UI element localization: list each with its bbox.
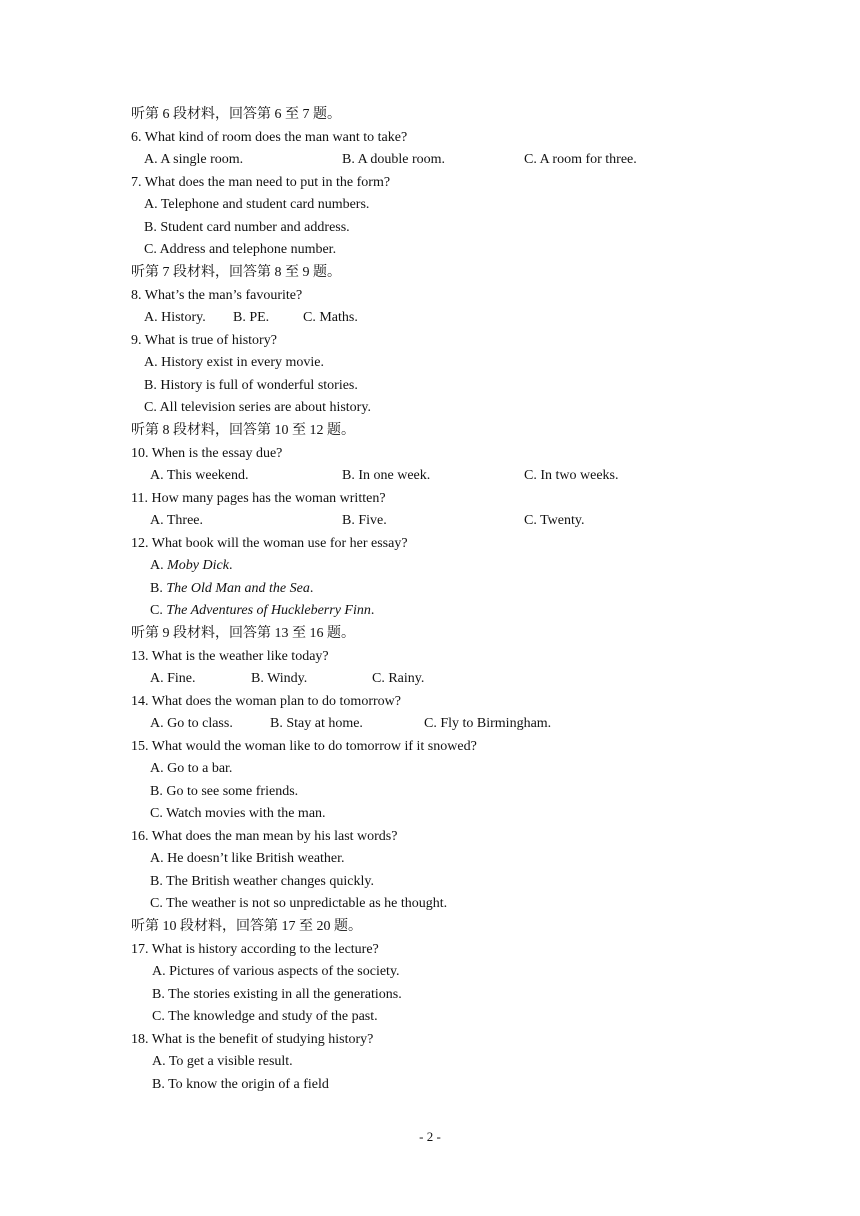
book-title: The Old Man and the Sea	[166, 581, 310, 596]
option-prefix: C.	[150, 603, 167, 618]
option-a: A. History exist in every movie.	[144, 355, 325, 370]
question-stem: 7. What does the man need to put in the form?	[131, 175, 391, 190]
option-c: C. Fly to Birmingham.	[424, 716, 552, 731]
option-b: B. In one week.	[342, 468, 431, 483]
option-a: A. Pictures of various aspects of the society.	[152, 964, 400, 979]
question-stem: 13. What is the weather like today?	[131, 649, 329, 664]
option-c: C. Maths.	[303, 310, 358, 325]
question-stem: 15. What would the woman like to do tomorrow if it snowed?	[131, 739, 477, 754]
option-c: C. The knowledge and study of the past.	[152, 1009, 378, 1024]
question-stem: 12. What book will the woman use for her essay?	[131, 536, 408, 551]
option-prefix: A.	[150, 558, 168, 573]
option-suffix: .	[228, 558, 233, 573]
option-suffix: .	[309, 581, 314, 596]
option-a: A. Three.	[150, 513, 203, 528]
question-stem: 11. How many pages has the woman written?	[131, 491, 386, 506]
option-c: C. Twenty.	[524, 513, 585, 528]
option-b	[150, 578, 313, 600]
option-a: A. Telephone and student card numbers.	[144, 197, 370, 212]
option-a: A. Go to a bar.	[150, 761, 233, 776]
question-stem: 8. What’s the man’s favourite?	[131, 288, 303, 303]
option-a: A. Fine.	[150, 671, 196, 686]
option-c: C. Address and telephone number.	[144, 242, 337, 257]
option-c: C. The weather is not so unpredictable as he thought.	[150, 896, 448, 911]
page-number: - 2 -	[419, 1129, 441, 1144]
section-heading: 听第 6 段材料，回答第 6 至 7 题。	[131, 107, 341, 122]
option-c: C. Rainy.	[372, 671, 425, 686]
section-heading: 听第 10 段材料，回答第 17 至 20 题。	[131, 919, 362, 934]
book-title: The Adventures of Huckleberry Finn	[166, 603, 371, 618]
option-a: A. He doesn’t like British weather.	[150, 851, 345, 866]
option-suffix: .	[370, 603, 375, 618]
section-heading: 听第 8 段材料，回答第 10 至 12 题。	[131, 423, 355, 438]
option-b: B. Go to see some friends.	[150, 784, 299, 799]
question-stem: 16. What does the man mean by his last words?	[131, 829, 398, 844]
option-b: B. To know the origin of a field	[152, 1077, 329, 1092]
option-b: B. Windy.	[251, 671, 308, 686]
option-a: A. To get a visible result.	[152, 1054, 293, 1069]
option-b: B. PE.	[233, 310, 270, 325]
option-a: A. This weekend.	[150, 468, 249, 483]
question-stem: 6. What kind of room does the man want to take?	[131, 130, 408, 145]
option-c: C. All television series are about history.	[144, 400, 371, 415]
section-heading: 听第 7 段材料，回答第 8 至 9 题。	[131, 265, 341, 280]
question-stem: 18. What is the benefit of studying history?	[131, 1032, 374, 1047]
option-b: B. History is full of wonderful stories.	[144, 378, 358, 393]
option-b: B. Student card number and address.	[144, 220, 350, 235]
option-b: B. A double room.	[342, 152, 446, 167]
question-stem: 14. What does the woman plan to do tomorrow?	[131, 694, 401, 709]
option-c	[150, 600, 374, 622]
question-stem: 10. When is the essay due?	[131, 446, 283, 461]
option-a: A. Go to class.	[150, 716, 233, 731]
option-a: A. History.	[144, 310, 206, 325]
option-b: B. Stay at home.	[270, 716, 363, 731]
question-stem: 17. What is history according to the lecture?	[131, 942, 379, 957]
question-stem: 9. What is true of history?	[131, 333, 277, 348]
option-b: B. The stories existing in all the generations.	[152, 987, 402, 1002]
option-b: B. The British weather changes quickly.	[150, 874, 374, 889]
option-c: C. In two weeks.	[524, 468, 619, 483]
book-title: Moby Dick	[167, 558, 229, 573]
option-a	[150, 555, 232, 577]
section-heading: 听第 9 段材料，回答第 13 至 16 题。	[131, 626, 355, 641]
option-prefix: B.	[150, 581, 167, 596]
option-a: A. A single room.	[144, 152, 244, 167]
option-b: B. Five.	[342, 513, 387, 528]
option-c: C. Watch movies with the man.	[150, 806, 326, 821]
option-c: C. A room for three.	[524, 152, 637, 167]
